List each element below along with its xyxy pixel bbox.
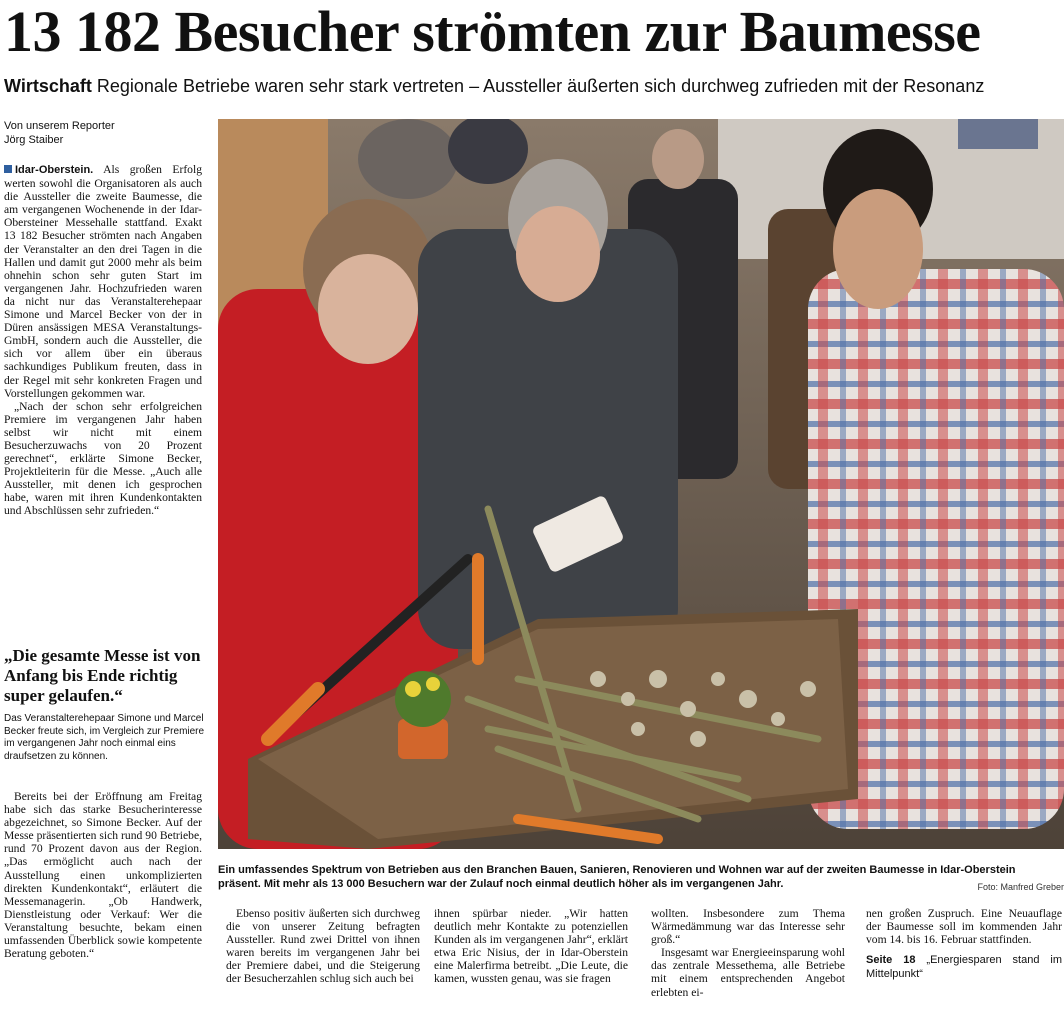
rubric-label: Wirtschaft: [4, 76, 92, 96]
byline: [4, 119, 214, 147]
article-column-3: [434, 907, 628, 986]
article-paragraph: Bereits bei der Eröffnung am Freitag habe sich das starke Besucherinteresse abgezeichnet, so Simone Becker. Auf der Messe präsentierten sich rund 90 Betriebe, rund 70 Prozent davon aus der Region. „Das ermöglicht auch nach der Ausstellung einen unkomplizierten direkten Kundenkontakt“, erläutert die Messemanagerin. „Ob Handwerk, Dienstleistung oder Verkauf: Wer die Veranstaltung besuchte, bekam einen umfassenden Überblick sowie kompetente Beratung geboten.“: [4, 790, 202, 961]
article-column-4: [651, 907, 845, 999]
article-paragraph: wollten. Insbesondere zum Thema Wärmedämmung war das Interesse sehr groß.“: [651, 907, 845, 947]
cross-reference[interactable]: [866, 954, 1062, 981]
article-paragraph: „Nach der schon sehr erfolgreichen Premiere im vergangenen Jahr haben selbst wir nicht mit einem Besucherzuwachs von 20 Prozent gerechnet“, erklärte Simone Becker, Projektleiterin für die Messe. „Auch alle Aussteller, mit denen ich gesprochen habe, waren mit ihren Kundenkontakten und Abschlüssen sehr zufrieden.“: [4, 399, 202, 518]
article-column-1-bottom: [4, 790, 202, 960]
byline-author: Jörg Staiber: [4, 134, 64, 146]
byline-line-1: Von unserem Reporter: [4, 120, 115, 132]
cross-reference-title: „Energiesparen stand im Mittelpunkt“: [866, 954, 1062, 980]
article-paragraph-text: Als großen Erfolg werten sowohl die Organisatoren als auch die Aussteller die zweite Baumesse, die am vergangenen Wochenende in der Idar-Obersteiner Messehalle stattfand. Exakt 13 182 Besucher strömten nach Angaben der Veranstalter an den drei Tagen in die Hallen und damit gut 2000 mehr als beim ohnehin schon sehr guten Start im vergangenen Jahr. Hochzufrieden waren da nicht nur das Veranstalterehepaar Simone und Marcel Becker von der in Düren ansässigen MESA Veranstaltungs-GmbH, sondern auch die Aussteller, die sich vor allem über ein überaus sachkundiges Publikum freuten, dass in der Regel mit sehr konkreten Fragen und Vorstellungen gekommen war.: [4, 163, 203, 400]
news-photo: [218, 119, 1064, 849]
article-column-1-top: [4, 163, 202, 518]
location-marker-icon: [4, 165, 12, 173]
article-paragraph: Insgesamt war Energieeinsparung wohl das zentrale Messethema, alle Betriebe mit einem entsprechenden Angebot erlebten ei-: [651, 946, 845, 999]
photo-caption: Ein umfassendes Spektrum von Betrieben aus den Branchen Bauen, Sanieren, Renovieren und Wohnen war auf der zweiten Baumesse in Idar-Oberstein präsent. Mit mehr als 13 000 Besuchern war der Zulauf noch einmal deutlich höher als im vergangenen Jahr.: [218, 864, 1016, 890]
headline: 13 182 Besucher strömten zur Baumesse: [4, 0, 981, 64]
article-paragraph: ihnen spürbar nieder. „Wir hatten deutlich mehr Kontakte zu potenziellen Kunden als im vergangenen Jahr“, erklärt etwa Eric Nisius, der in Idar-Oberstein eine Malerfirma betreibt. „Die Leute, die kamen, wussten genau, was sie fragen: [434, 907, 628, 986]
article-paragraph: nen großen Zuspruch. Eine Neuauflage der Baumesse soll im kommenden Jahr vom 14. bis 16. Februar stattfinden.: [866, 907, 1062, 947]
pull-quote: „Die gesamte Messe ist von Anfang bis Ende richtig super gelaufen.“: [4, 646, 201, 705]
pull-quote-caption: Das Veranstalterehepaar Simone und Marcel Becker freute sich, im Vergleich zur Premiere im vergangenen Jahr noch einmal eins draufsetzen zu können.: [4, 713, 205, 762]
subheadline: [4, 74, 1060, 98]
article-column-5: [866, 907, 1062, 981]
article-column-2: [226, 907, 420, 986]
dateline-location: Idar-Oberstein.: [15, 164, 94, 176]
subheadline-text: Regionale Betriebe waren sehr stark vertreten – Aussteller äußerten sich durchweg zufrieden mit der Resonanz: [96, 76, 985, 96]
photo-illustration: [218, 119, 1064, 849]
photo-credit: Foto: Manfred Greber: [977, 882, 1064, 892]
cross-reference-page: Seite 18: [866, 954, 916, 967]
article-paragraph: [4, 163, 202, 400]
article-paragraph: Ebenso positiv äußerten sich durchweg die von unserer Zeitung befragten Aussteller. Rund zwei Drittel von ihnen waren bereits im vergangenen Jahr bei der Premiere dabei, und die Steigerung der Besucherzahlen schlug sich auch bei: [226, 907, 420, 986]
